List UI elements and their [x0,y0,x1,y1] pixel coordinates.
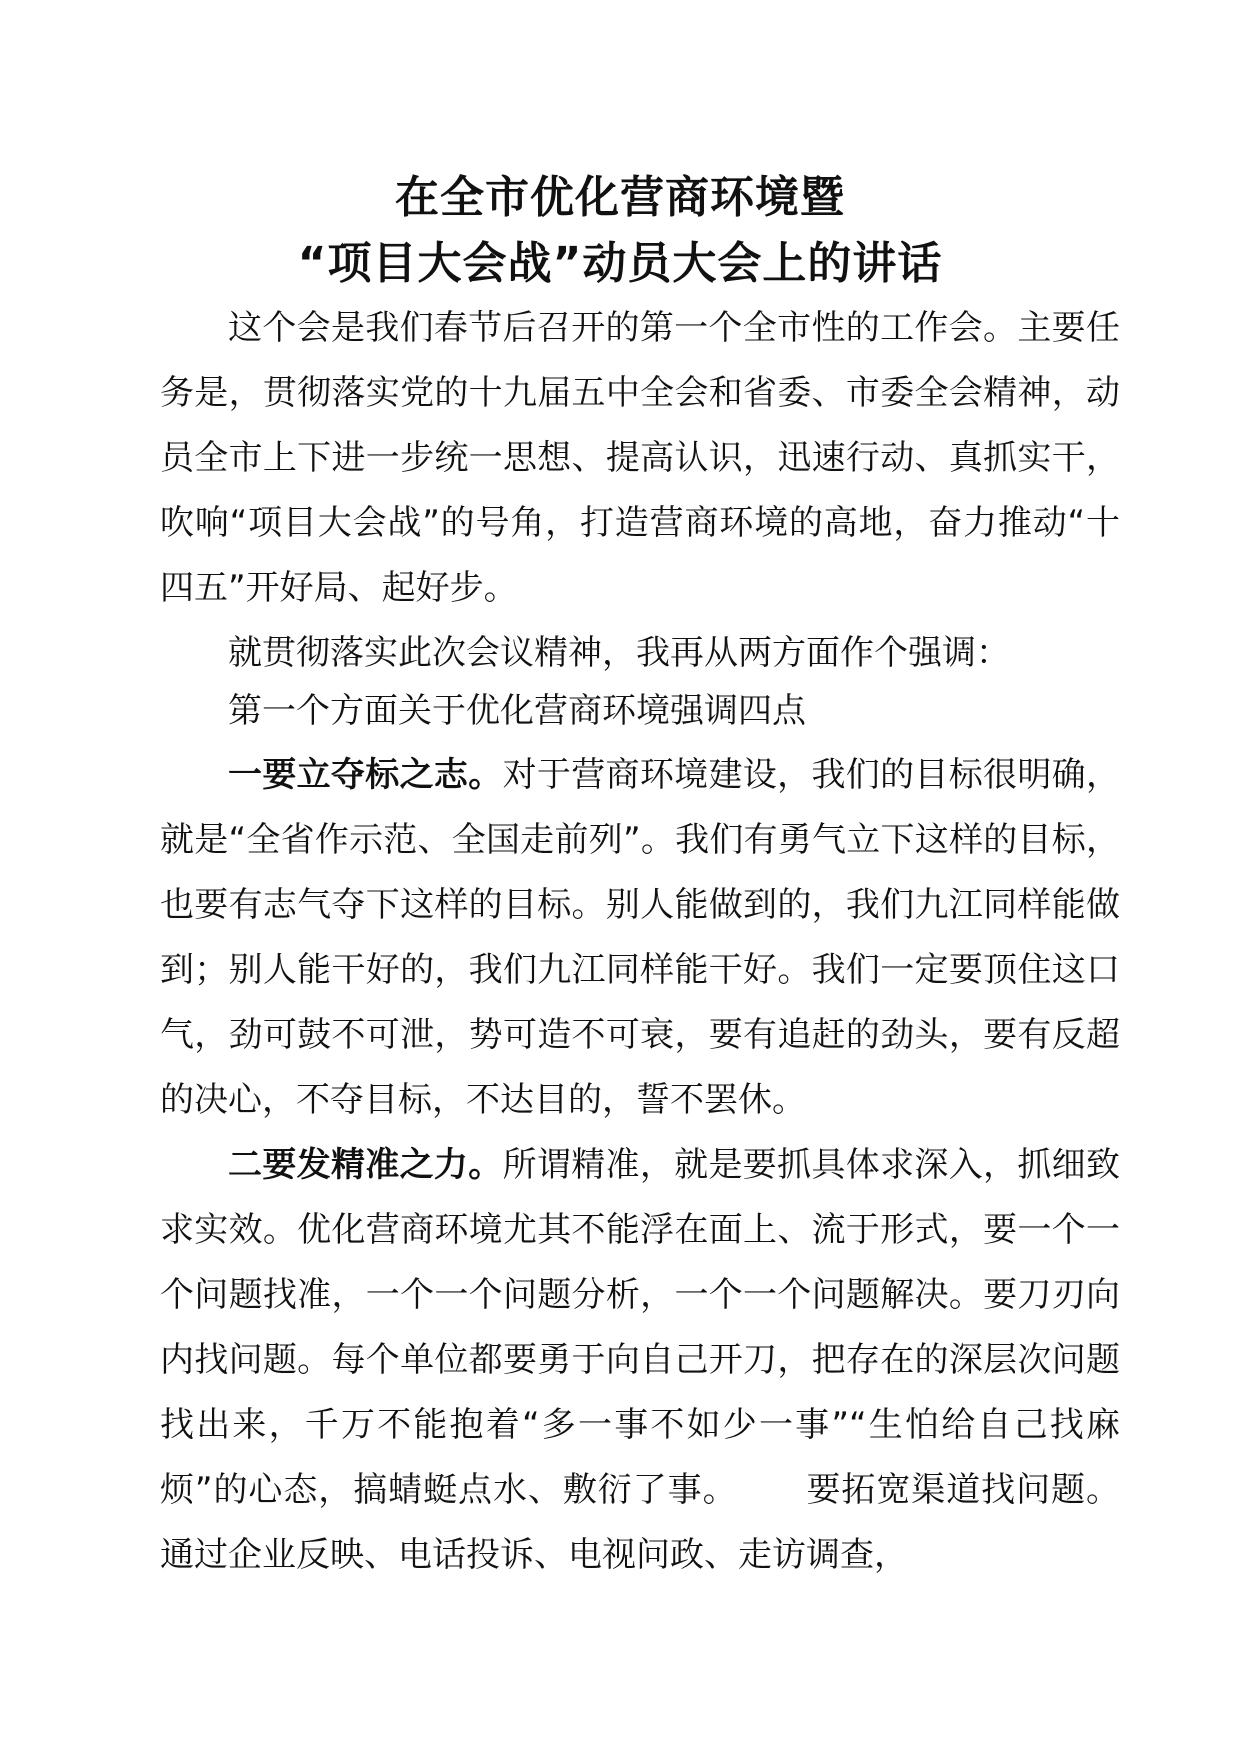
document-title-line-2: “项目大会战”动员大会上的讲话 [297,238,943,289]
document-title-line-1: 在全市优化营商环境暨 [395,172,845,223]
point-1-text: 对于营商环境建设，我们的目标很明确，就是“全省作示范、全国走前列”。我们有勇气立下这样的目标，也要有志气夺下这样的目标。别人能做到的，我们九江同样能做到；别人能干好的，我们九江同样能干好。我们一定要顶住这口气，劲可鼓不可泄，势可造不可衰，要有追赶的劲头，要有反超的决心，不夺目标，不达目的，誓不罢休。 [160,755,1121,1120]
point-2-paragraph [160,1133,1120,1588]
point-2-lead: 二要发精准之力。 [228,1145,503,1185]
point-2-text-continued: 要拓宽渠道找问题。通过企业反映、电话投诉、电视问政、走访调查， [160,1470,1120,1575]
intro-paragraph: 这个会是我们春节后召开的第一个全市性的工作会。主要任务是，贯彻落实党的十九届五中全会和省委、市委全会精神，动员全市上下进一步统一思想、提高认识，迅速行动、真抓实干，吹响“项目大会战”的号角，打造营商环境的高地，奋力推动“十四五”开好局、起好步。 [160,308,1120,608]
point-2-text: 所谓精准，就是要抓具体求深入，抓细致求实效。优化营商环境尤其不能浮在面上、流于形式，要一个一个问题找准，一个一个问题分析，一个一个问题解决。要刀刃向内找问题。每个单位都要勇于向自己开刀，把存在的深层次问题找出来，千万不能抱着“多一事不如少一事”“生怕给自己找麻烦”的心态，搞蜻蜓点水、敷衍了事。 [160,1145,1121,1510]
transition-paragraph: 就贯彻落实此次会议精神，我再从两方面作个强调： [228,633,1010,673]
section-heading: 第一个方面关于优化营商环境强调四点 [228,691,806,731]
point-1-lead: 一要立夺标之志。 [228,755,503,795]
point-1-paragraph [160,743,1120,1133]
document-body [160,296,1120,1588]
